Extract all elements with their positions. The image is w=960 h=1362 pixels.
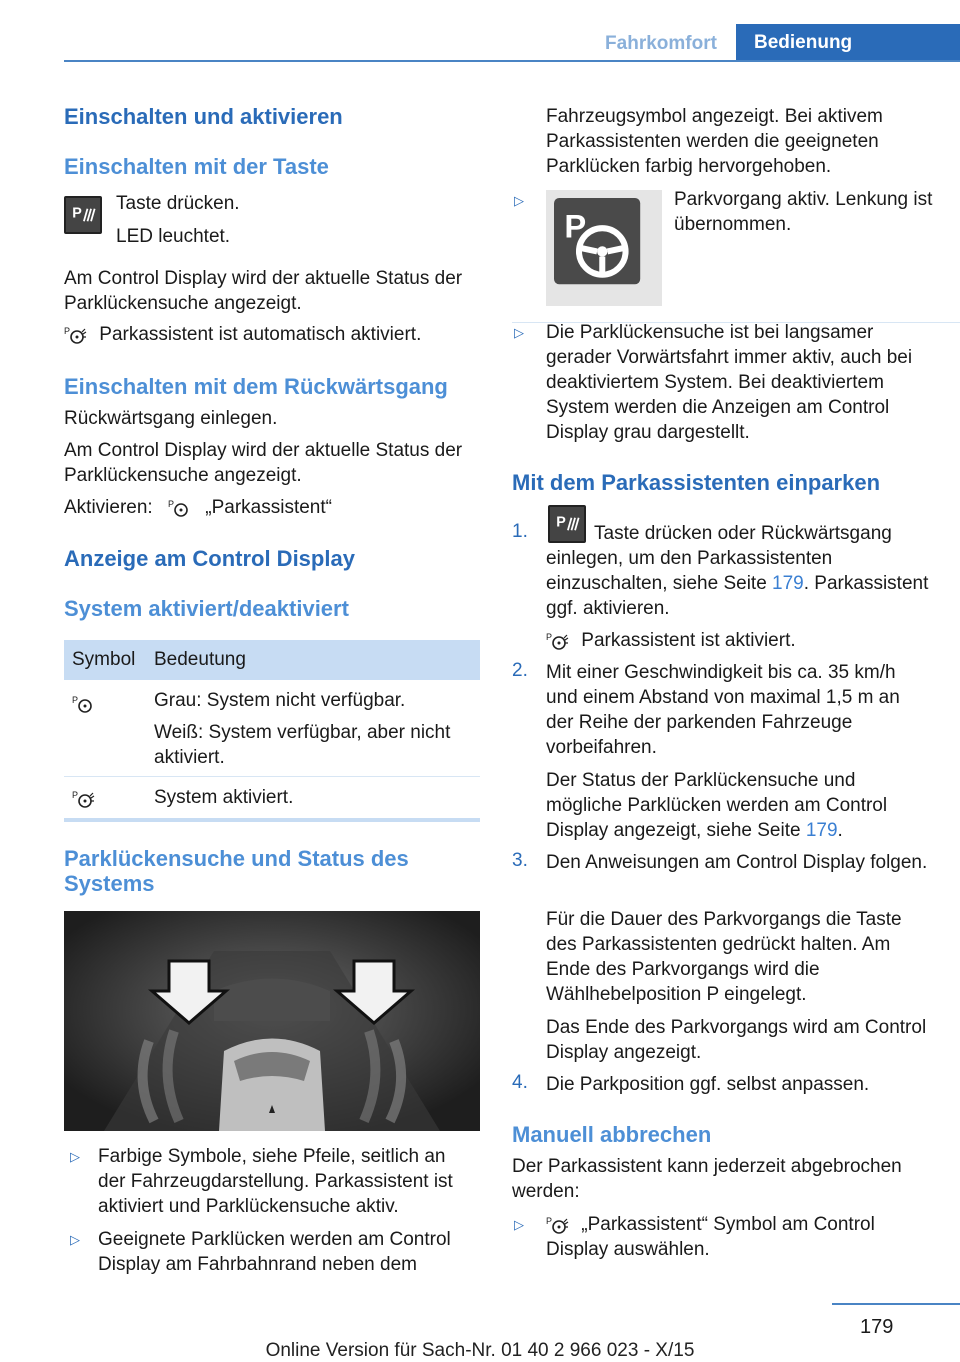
svg-text:P: P — [556, 514, 566, 531]
bullet-triangle-icon: ▷ — [514, 193, 524, 208]
tab-fahrkomfort[interactable]: Fahrkomfort — [605, 33, 717, 54]
col-bedeutung: Bedeutung — [154, 649, 246, 670]
park-assist-icon — [546, 1215, 570, 1235]
text-status-2: Am Control Display wird der aktuelle Status der Parklückensuche angezeigt. — [64, 440, 463, 486]
tab-bedienung[interactable]: Bedienung — [736, 24, 960, 62]
control-display-image — [64, 911, 480, 1131]
heading-manuell: Manuell abbrechen — [512, 1122, 712, 1147]
park-assist-icon — [168, 498, 192, 518]
svg-text:P: P — [72, 695, 79, 705]
page-link[interactable]: 179 — [772, 573, 804, 594]
bullet-triangle-icon: ▷ — [70, 1232, 80, 1247]
heading-einparken: Mit dem Parkassistenten einparken — [512, 470, 881, 495]
table-bottom-rule — [64, 818, 480, 822]
bullet-triangle-icon: ▷ — [70, 1149, 80, 1164]
step1-text-b: . Parkassistent ggf. aktivieren. — [546, 573, 929, 619]
text-step2: Mit einer Geschwindigkeit bis ca. 35 km/h und einem Abstand von maximal 1,5 m an der Reihe der parkenden Fahrzeuge vorbeifahren. — [546, 662, 900, 758]
svg-text:P: P — [546, 1215, 553, 1226]
text-bullet-langsam: Die Parklückensuche ist bei langsamer gerader Vorwärtsfahrt immer aktiv, auch bei deaktiviertem System. Bei deaktiviertem System werden die Anzeigen am Control Display grau dargestellt. — [546, 322, 913, 443]
table-row — [64, 680, 480, 777]
step-number: 4. — [512, 1072, 528, 1093]
text-aktivieren-value: „Parkassistent“ — [205, 497, 332, 518]
col-symbol: Symbol — [72, 649, 136, 670]
steering-park-icon — [554, 198, 654, 298]
text-step2-sub — [546, 768, 936, 843]
step-number: 3. — [512, 850, 528, 871]
svg-text:P: P — [546, 631, 553, 642]
svg-text:P: P — [72, 205, 82, 222]
text-step1 — [546, 521, 936, 621]
text-aktivieren-line — [64, 495, 332, 520]
text-aktivieren-label: Aktivieren: — [64, 497, 153, 518]
bullet-triangle-icon: ▷ — [514, 1217, 524, 1232]
footer-rule — [832, 1303, 960, 1305]
bullet-triangle-icon: ▷ — [514, 325, 524, 340]
text-manuell-bullet: „Parkassistent“ Symbol am Control Display auswählen. — [546, 1214, 875, 1260]
svg-text:P: P — [72, 790, 79, 800]
text-step1-sub-line — [546, 628, 796, 653]
page-link[interactable]: 179 — [805, 820, 838, 841]
page-number: 179 — [860, 1316, 894, 1338]
text-parkvorgang: Parkvorgang aktiv. Lenkung ist übernommen. — [674, 189, 933, 235]
svg-text:P: P — [64, 325, 71, 336]
step-number: 1. — [512, 521, 528, 542]
text-bullet-farbige: Farbige Symbole, siehe Pfeile, seitlich an der Fahrzeugdarstellung. Parkassistent ist aktiviert und Parklückensuche aktiv. — [98, 1146, 453, 1217]
text-manuell: Der Parkassistent kann jederzeit abgebrochen werden: — [512, 1156, 902, 1202]
text-step3-sub1: Für die Dauer des Parkvorgangs die Taste des Parkassistenten gedrückt halten. Am Ende des Parkvorgangs wird die Wählhebelposition P eingelegt. — [546, 909, 902, 1005]
heading-anzeige: Anzeige am Control Display — [64, 546, 355, 571]
park-assist-active-icon — [72, 789, 96, 809]
park-assist-icon — [546, 631, 570, 651]
park-assist-grey-icon — [72, 694, 94, 714]
step2-sub-end: . — [837, 820, 843, 841]
heading-einschalten: Einschalten und aktivieren — [64, 104, 343, 129]
heading-system: System aktiviert/deaktiviert — [64, 596, 349, 621]
parking-button-icon — [64, 196, 102, 234]
park-assist-icon — [64, 325, 88, 345]
heading-parkluecke: Parklückensuche und Status des Systems — [64, 846, 409, 896]
footer-text: Online Version für Sach-Nr. 01 40 2 966 023 - X/15 — [265, 1340, 695, 1361]
row2-text: System aktiviert. — [154, 787, 294, 808]
parkvorgang-icon-box — [546, 190, 662, 306]
table-row — [64, 777, 480, 821]
text-fortsetzung: Fahrzeugsymbol angezeigt. Bei aktivem Parkassistenten werden die geeigneten Parklücken farbig hervorgehoben. — [546, 106, 883, 177]
row1-text-b: Weiß: System verfügbar, aber nicht aktiviert. — [154, 722, 451, 768]
text-taste-druecken: Taste drücken. — [116, 193, 240, 214]
text-auto-aktiv: Parkassistent ist automatisch aktiviert. — [99, 324, 422, 345]
text-led: LED leuchtet. — [116, 226, 231, 247]
text-step3: Den Anweisungen am Control Display folgen. — [546, 852, 928, 873]
symbol-table — [64, 640, 480, 821]
text-step4: Die Parkposition ggf. selbst anpassen. — [546, 1074, 870, 1095]
text-status-1: Am Control Display wird der aktuelle Status der Parklückensuche angezeigt. — [64, 268, 463, 314]
text-step1-sub: Parkassistent ist aktiviert. — [581, 630, 796, 651]
svg-text:P: P — [564, 207, 587, 245]
step2-sub-text: Der Status der Parklückensuche und mögliche Parklücken werden am Control Display angezeigt, siehe Seite — [546, 770, 888, 841]
text-auto-aktiv-line — [64, 322, 484, 347]
text-manuell-bullet-line — [546, 1212, 926, 1262]
text-step3-sub2: Das Ende des Parkvorgangs wird am Control Display angezeigt. — [546, 1017, 927, 1063]
text-rueck-einlegen: Rückwärtsgang einlegen. — [64, 408, 278, 429]
heading-rueckwaertsgang: Einschalten mit dem Rückwärtsgang — [64, 374, 448, 399]
heading-taste: Einschalten mit der Taste — [64, 154, 329, 179]
header-rule — [64, 60, 960, 62]
table-header — [64, 640, 480, 680]
step-number: 2. — [512, 660, 528, 681]
text-bullet-geeignete: Geeignete Parklücken werden am Control Display am Fahrbahnrand neben dem — [98, 1229, 451, 1275]
row1-text-a: Grau: System nicht verfügbar. — [154, 690, 406, 711]
step1-text-a: Taste drücken oder Rückwärtsgang einlegen, um den Parkassistenten einzuschalten, siehe Seite — [546, 523, 892, 594]
svg-text:P: P — [167, 498, 174, 509]
